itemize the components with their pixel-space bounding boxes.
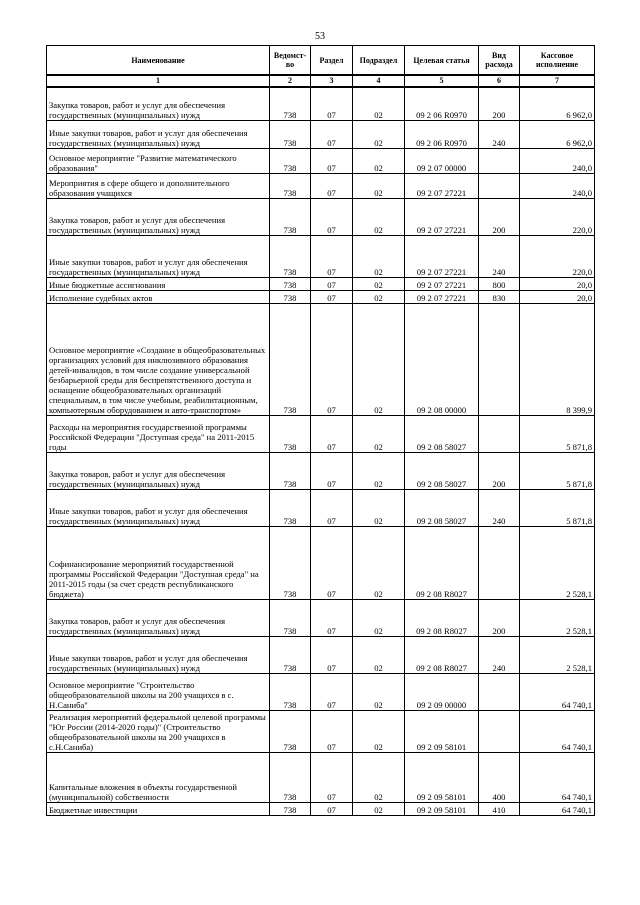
row-amount: 20,0 [520,290,595,303]
row-name: Основное мероприятие «Создание в общеобразовательных организациях условий для инклюзивного образования детей-инвалидов, в том числе создание универсальной безбарьерной среды для беспрепятственного доступа и оснащение общеобразовательных организаций специальным, в том числе учебным, реабилитационным, компьютерным оборудованием и авто-транспортом» [47,303,270,415]
row-article: 09 2 07 27221 [405,235,479,277]
row-subsection: 02 [353,526,405,599]
row-amount: 64 740,1 [520,752,595,802]
table-row [47,415,595,452]
row-section: 07 [311,452,353,489]
row-amount: 6 962,0 [520,120,595,148]
row-expense-type: 200 [479,198,520,235]
row-section: 07 [311,87,353,120]
header-expense-type: Вид расхода [479,46,520,76]
row-dept: 738 [270,173,311,198]
row-name: Закупка товаров, работ и услуг для обеспечения государственных (муниципальных) нужд [47,87,270,120]
row-amount: 20,0 [520,277,595,290]
row-expense-type [479,173,520,198]
row-article: 09 2 08 R8027 [405,636,479,673]
row-subsection: 02 [353,290,405,303]
row-expense-type: 830 [479,290,520,303]
table-row [47,120,595,148]
row-dept: 738 [270,802,311,815]
row-article: 09 2 09 58101 [405,710,479,752]
row-name: Иные закупки товаров, работ и услуг для обеспечения государственных (муниципальных) нужд [47,235,270,277]
table-row [47,303,595,415]
row-article: 09 2 08 R8027 [405,526,479,599]
row-amount: 240,0 [520,148,595,173]
header-dept: Ведомст-во [270,46,311,76]
row-expense-type [479,710,520,752]
row-name: Иные закупки товаров, работ и услуг для обеспечения государственных (муниципальных) нужд [47,120,270,148]
table-header-row [47,46,595,76]
row-name: Закупка товаров, работ и услуг для обеспечения государственных (муниципальных) нужд [47,452,270,489]
row-article: 09 2 07 00000 [405,148,479,173]
row-article: 09 2 07 27221 [405,290,479,303]
row-section: 07 [311,489,353,526]
row-subsection: 02 [353,120,405,148]
table-row [47,710,595,752]
row-article: 09 2 07 27221 [405,277,479,290]
row-section: 07 [311,710,353,752]
column-number: 1 [47,75,270,87]
row-amount: 5 871,8 [520,489,595,526]
row-article: 09 2 09 58101 [405,802,479,815]
table-row [47,198,595,235]
header-article: Целевая статья [405,46,479,76]
row-subsection: 02 [353,303,405,415]
row-section: 07 [311,173,353,198]
row-name: Исполнение судебных актов [47,290,270,303]
row-section: 07 [311,198,353,235]
row-subsection: 02 [353,87,405,120]
row-section: 07 [311,277,353,290]
row-subsection: 02 [353,452,405,489]
row-expense-type: 200 [479,452,520,489]
row-section: 07 [311,290,353,303]
row-section: 07 [311,235,353,277]
row-amount: 64 740,1 [520,673,595,710]
header-cash-execution: Кассовое исполнение [520,46,595,76]
row-dept: 738 [270,489,311,526]
row-dept: 738 [270,303,311,415]
row-name: Иные закупки товаров, работ и услуг для обеспечения государственных (муниципальных) нужд [47,636,270,673]
row-amount: 6 962,0 [520,87,595,120]
row-subsection: 02 [353,673,405,710]
row-dept: 738 [270,752,311,802]
row-expense-type: 240 [479,489,520,526]
row-article: 09 2 06 R0970 [405,87,479,120]
table-row [47,235,595,277]
row-name: Капитальные вложения в объекты государственной (муниципальной) собственности [47,752,270,802]
row-article: 09 2 08 00000 [405,303,479,415]
row-article: 09 2 09 58101 [405,752,479,802]
row-expense-type: 240 [479,636,520,673]
row-dept: 738 [270,710,311,752]
row-amount: 5 871,8 [520,452,595,489]
row-amount: 64 740,1 [520,710,595,752]
row-article: 09 2 08 58027 [405,452,479,489]
table-row [47,173,595,198]
row-section: 07 [311,752,353,802]
row-amount: 5 871,8 [520,415,595,452]
row-expense-type: 200 [479,599,520,636]
row-section: 07 [311,148,353,173]
table-row [47,87,595,120]
header-subsection: Подраздел [353,46,405,76]
column-numbers-row [47,75,595,87]
row-name: Иные закупки товаров, работ и услуг для обеспечения государственных (муниципальных) нужд [47,489,270,526]
row-dept: 738 [270,277,311,290]
row-dept: 738 [270,290,311,303]
row-subsection: 02 [353,752,405,802]
row-expense-type: 800 [479,277,520,290]
table-row [47,673,595,710]
row-dept: 738 [270,415,311,452]
row-name: Основное мероприятие "Развитие математического образования" [47,148,270,173]
row-expense-type: 200 [479,87,520,120]
row-subsection: 02 [353,198,405,235]
table-row [47,489,595,526]
row-expense-type [479,415,520,452]
header-section: Раздел [311,46,353,76]
row-subsection: 02 [353,802,405,815]
row-expense-type: 400 [479,752,520,802]
column-number: 4 [353,75,405,87]
table-row [47,290,595,303]
row-subsection: 02 [353,277,405,290]
row-expense-type: 410 [479,802,520,815]
row-expense-type [479,148,520,173]
row-amount: 2 528,1 [520,636,595,673]
row-article: 09 2 08 R8027 [405,599,479,636]
row-expense-type: 240 [479,120,520,148]
row-article: 09 2 08 58027 [405,489,479,526]
row-name: Реализация мероприятий федеральной целевой программы "Юг России (2014-2020 годы)" (Строительство общеобразовательной школы на 200 учащихся в с.Н.Саниба) [47,710,270,752]
row-dept: 738 [270,198,311,235]
table-row [47,277,595,290]
row-section: 07 [311,303,353,415]
budget-table [46,45,595,816]
row-section: 07 [311,636,353,673]
row-subsection: 02 [353,415,405,452]
row-name: Мероприятия в сфере общего и дополнительного образования учащихся [47,173,270,198]
row-name: Бюджетные инвестиции [47,802,270,815]
row-name: Закупка товаров, работ и услуг для обеспечения государственных (муниципальных) нужд [47,198,270,235]
row-dept: 738 [270,452,311,489]
row-name: Софинансирование мероприятий государственной программы Российской Федерации "Доступная среда" на 2011-2015 годы (за счет средств республиканского бюджета) [47,526,270,599]
row-subsection: 02 [353,599,405,636]
row-section: 07 [311,415,353,452]
row-dept: 738 [270,148,311,173]
row-expense-type [479,526,520,599]
row-dept: 738 [270,526,311,599]
column-number: 5 [405,75,479,87]
row-name: Иные бюджетные ассигнования [47,277,270,290]
column-number: 6 [479,75,520,87]
table-row [47,599,595,636]
row-article: 09 2 06 R0970 [405,120,479,148]
row-dept: 738 [270,87,311,120]
row-expense-type: 240 [479,235,520,277]
row-article: 09 2 07 27221 [405,198,479,235]
row-subsection: 02 [353,489,405,526]
row-name: Закупка товаров, работ и услуг для обеспечения государственных (муниципальных) нужд [47,599,270,636]
row-amount: 8 399,9 [520,303,595,415]
row-dept: 738 [270,599,311,636]
row-amount: 220,0 [520,198,595,235]
row-amount: 220,0 [520,235,595,277]
row-article: 09 2 09 00000 [405,673,479,710]
row-name: Основное мероприятие "Строительство общеобразовательной школы на 200 учащихся в с. Н.Саниба" [47,673,270,710]
row-dept: 738 [270,120,311,148]
row-amount: 2 528,1 [520,526,595,599]
row-subsection: 02 [353,710,405,752]
table-row [47,148,595,173]
table-row [47,636,595,673]
row-amount: 240,0 [520,173,595,198]
row-subsection: 02 [353,173,405,198]
table-row [47,452,595,489]
row-section: 07 [311,120,353,148]
row-dept: 738 [270,636,311,673]
row-subsection: 02 [353,636,405,673]
table-row [47,802,595,815]
row-section: 07 [311,526,353,599]
row-dept: 738 [270,235,311,277]
row-expense-type [479,303,520,415]
row-section: 07 [311,599,353,636]
row-amount: 64 740,1 [520,802,595,815]
table-row [47,752,595,802]
row-subsection: 02 [353,235,405,277]
page-number: 53 [315,31,325,42]
row-expense-type [479,673,520,710]
row-name: Расходы на мероприятия государственной программы Российской Федерации "Доступная среда" на 2011-2015 годы [47,415,270,452]
row-subsection: 02 [353,148,405,173]
row-dept: 738 [270,673,311,710]
column-number: 3 [311,75,353,87]
column-number: 7 [520,75,595,87]
row-article: 09 2 07 27221 [405,173,479,198]
header-name: Наименование [47,46,270,76]
table-row [47,526,595,599]
column-number: 2 [270,75,311,87]
row-amount: 2 528,1 [520,599,595,636]
row-article: 09 2 08 58027 [405,415,479,452]
row-section: 07 [311,802,353,815]
row-section: 07 [311,673,353,710]
